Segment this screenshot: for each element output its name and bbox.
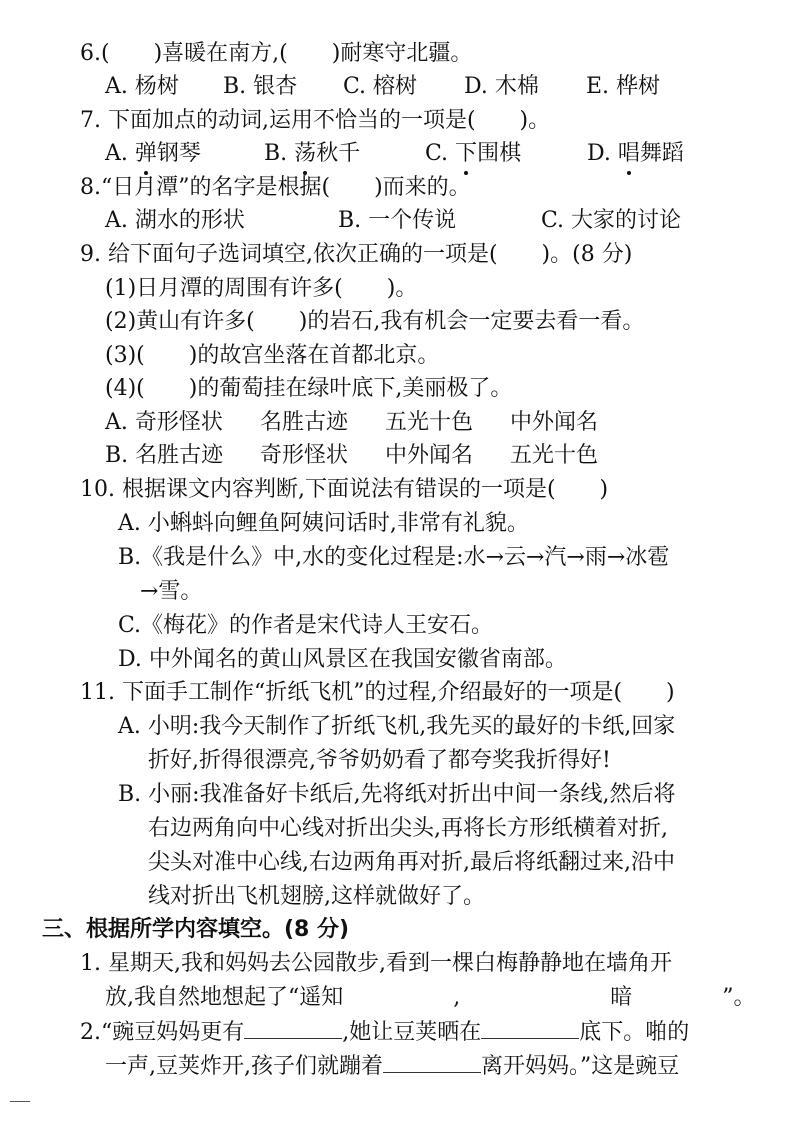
q7-option-d: D. 唱舞蹈 (587, 138, 684, 170)
q9-item-2: (2)黄山有许多( )的岩石,我有机会一定要去看一看。 (105, 309, 645, 334)
q11-option-a-line2: 折好,折得很漂亮,爷爷奶奶看了都夸奖我折得好! (148, 748, 611, 773)
q6-option-d: D. 木棉 (464, 74, 539, 99)
q11-option-b-line1: B. 小丽:我准备好卡纸后,先将纸对折出中间一条线,然后将 (118, 782, 676, 807)
q10-option-d: D. 中外闻名的黄山风景区在我国安徽省南部。 (118, 647, 567, 672)
q10-option-b-line1: B.《我是什么》中,水的变化过程是:水→云→汽→雨→冰雹 (118, 545, 670, 570)
question-7-options (105, 138, 684, 170)
s3-question-2-line1: 2.“豌豆妈妈更有 ,她让豆荚晒在 底下。啪的 (80, 1016, 689, 1049)
q6-option-c: C. 榕树 (343, 74, 418, 99)
question-7-stem: 7. 下面加点的动词,运用不恰当的一项是( )。 (80, 108, 551, 133)
page-corner-mark (10, 1101, 30, 1102)
question-9-stem: 9. 给下面句子选词填空,依次正确的一项是( )。(8 分) (80, 242, 633, 267)
section-3-title: 三、根据所学内容填空。(8 分) (42, 917, 350, 942)
question-8-options (105, 205, 681, 237)
s3-question-1-line2: 放,我自然地想起了“遥知 , 暗 ”。 (105, 985, 756, 1010)
q6-option-a: A. 杨树 (105, 74, 179, 99)
q7-option-b: B. 荡秋千 (264, 138, 425, 170)
fill-blank[interactable] (481, 1016, 579, 1039)
q10-option-c: C.《梅花》的作者是宋代诗人王安石。 (118, 613, 494, 638)
q11-option-b-line3: 尖头对准中心线,右边两角再对折,最后将纸翻过来,沿中 (148, 850, 675, 875)
q6-option-e: E. 桦树 (586, 74, 661, 99)
q9-item-1: (1)日月潭的周围有许多( )。 (105, 276, 418, 301)
emphasis-dot: 唱 (618, 138, 640, 170)
q11-option-b-line4: 线对折出飞机翅膀,这样就做好了。 (148, 884, 485, 909)
q8-option-b: B. 一个传说 (338, 208, 457, 233)
emphasis-dot: 下 (455, 138, 477, 170)
q8-option-c: C. 大家的讨论 (541, 208, 682, 233)
emphasis-dot: 荡 (294, 138, 316, 170)
fill-blank[interactable] (383, 1050, 481, 1073)
q10-option-a: A. 小蝌蚪向鲤鱼阿姨问话时,非常有礼貌。 (118, 511, 529, 536)
q9-item-4: (4)( )的葡萄挂在绿叶底下,美丽极了。 (105, 376, 513, 401)
question-6-options (105, 71, 660, 103)
q9-option-a: A. 奇形怪状 名胜古迹 五光十色 中外闻名 (105, 410, 599, 435)
q7-option-a: A. 弹钢琴 (105, 138, 264, 170)
q10-option-b-line2: →雪。 (140, 579, 203, 604)
q9-option-b: B. 名胜古迹 奇形怪状 中外闻名 五光十色 (105, 443, 599, 468)
q7-option-c: C. 下围棋 (425, 138, 587, 170)
s3-question-1-line1: 1. 星期天,我和妈妈去公园散步,看到一棵白梅静静地在墙角开 (80, 951, 672, 976)
fill-blank[interactable] (244, 1016, 342, 1039)
q11-option-a-line1: A. 小明:我今天制作了折纸飞机,我先买的最好的卡纸,回家 (118, 714, 676, 739)
emphasis-dot: 弹 (135, 138, 157, 170)
question-11-stem: 11. 下面手工制作“折纸飞机”的过程,介绍最好的一项是( ) (80, 680, 675, 705)
s3-question-2-line2: 一声,豆荚炸开,孩子们就蹦着 离开妈妈。”这是豌豆 (105, 1050, 679, 1083)
question-6-stem: 6.( )喜暖在南方,( )耐寒守北疆。 (80, 41, 473, 66)
question-10-stem: 10. 根据课文内容判断,下面说法有错误的一项是( ) (80, 477, 609, 502)
q9-item-3: (3)( )的故宫坐落在首都北京。 (105, 343, 440, 368)
q11-option-b-line2: 右边两角向中心线对折出尖头,再将长方形纸横着对折, (148, 816, 668, 841)
q6-option-b: B. 银杏 (223, 74, 298, 99)
question-8-stem: 8.“日月潭”的名字是根据( )而来的。 (80, 175, 471, 200)
q8-option-a: A. 湖水的形状 (105, 208, 245, 233)
